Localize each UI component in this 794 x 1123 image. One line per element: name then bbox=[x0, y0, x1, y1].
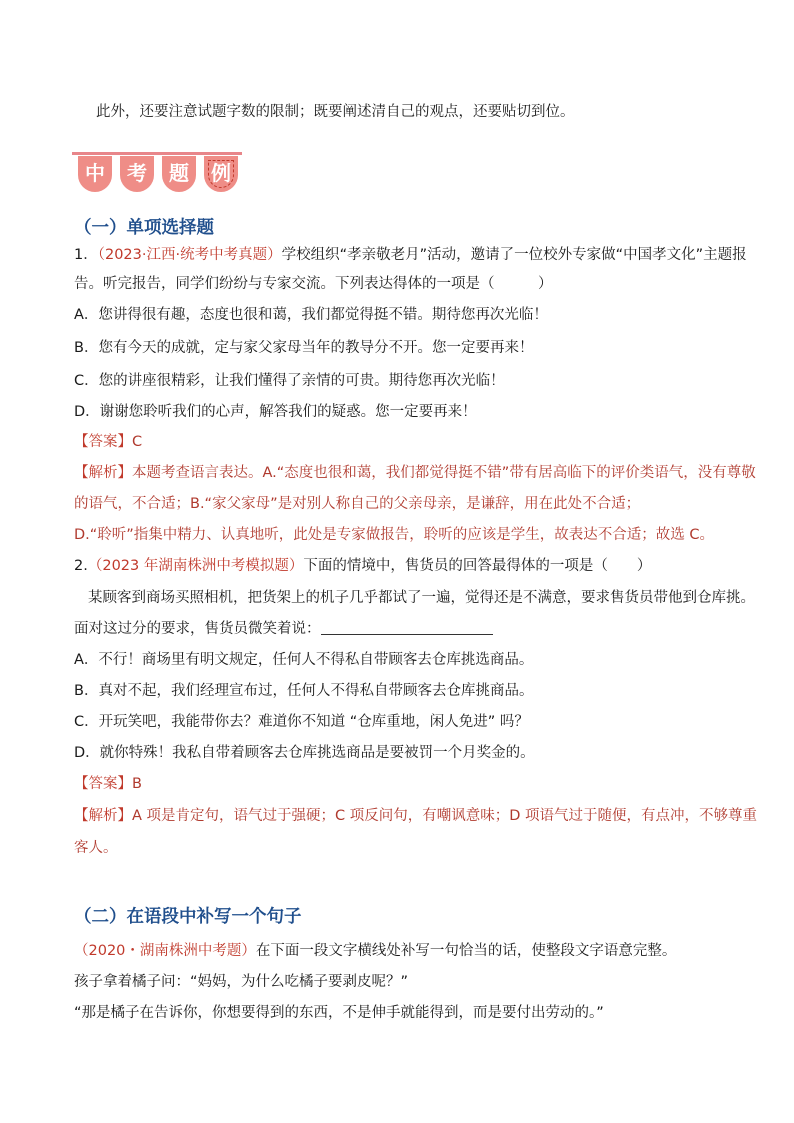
q1-analysis-line-3: D.“聆听”指集中精力、认真地听，此处是专家做报告，聆听的应该是学生，故表达不合适；故选 C。 bbox=[74, 527, 715, 543]
section-title-fill-sentence: （二）在语段中补写一个句子 bbox=[74, 907, 302, 927]
q1-stem-line-2: 告。听完报告，同学们纷纷与专家交流。下列表达得体的一项是（ ） bbox=[74, 276, 553, 292]
q2-scenario-line-2 bbox=[74, 619, 734, 639]
intro-paragraph: 此外，还要注意试题字数的限制；既要阐述清自己的观点，还要贴切到位。 bbox=[96, 104, 575, 120]
q1-analysis-line-2: 的语气，不合适；B.“家父家母”是对别人称自己的父亲母亲，是谦辞，用在此处不合适； bbox=[74, 496, 641, 512]
q2-analysis-line-1 bbox=[74, 806, 758, 826]
q2-option-c: C．开玩笑吧，我能带你去？难道你不知道 “仓库重地，闲人免进” 吗？ bbox=[74, 714, 529, 730]
q1-option-c: C．您的讲座很精彩，让我们懂得了亲情的可贵。期待您再次光临！ bbox=[74, 373, 505, 389]
q1-number: 1． bbox=[74, 247, 98, 263]
q1-analysis-label: 【解析】 bbox=[74, 465, 132, 481]
q1-option-b: B．您有今天的成就，定与家父家母当年的教导分不开。您一定要再来！ bbox=[74, 340, 534, 356]
s2-passage-line-2: “那是橘子在告诉你，你想要得到的东西，不是伸手就能得到，而是要付出劳动的。” bbox=[74, 1005, 604, 1021]
q2-option-a: A．不行！商场里有明文规定，任何人不得私自带顾客去仓库挑选商品。 bbox=[74, 652, 534, 668]
q1-answer-label: 【答案】 bbox=[74, 434, 132, 450]
q2-answer-label: 【答案】 bbox=[74, 776, 132, 792]
q1-stem-a: 学校组织“孝亲敬老月”活动，邀请了一位校外专家做“中国孝文化”主题报 bbox=[281, 247, 747, 263]
s2-stem bbox=[74, 941, 734, 961]
q2-number: 2. bbox=[74, 558, 88, 574]
q2-answer-value: B bbox=[132, 776, 142, 792]
q1-source: （2023·江西·统考中考真题） bbox=[97, 247, 282, 263]
banner-char-4: 例 bbox=[204, 156, 238, 192]
q1-stem-line-1 bbox=[74, 245, 747, 265]
answer-blank-line bbox=[321, 620, 493, 635]
q2-option-d: D．就你特殊！我私自带着顾客去仓库挑选商品是要被罚一个月奖金的。 bbox=[74, 745, 535, 761]
banner-char-3: 题 bbox=[162, 156, 196, 192]
s2-source: （2020・湖南株洲中考题） bbox=[74, 943, 256, 959]
banner-top-bar bbox=[72, 152, 242, 155]
q2-analysis-label: 【解析】 bbox=[74, 808, 132, 824]
q2-scenario-line-1: 某顾客到商场买照相机，把货架上的机子几乎都试了一遍，觉得还是不满意，要求售货员带他到仓库挑。 bbox=[88, 590, 755, 606]
q2-scenario-text: 面对这过分的要求，售货员微笑着说： bbox=[74, 621, 321, 637]
q1-analysis-text-1: 本题考查语言表达。A.“态度也很和蔼，我们都觉得挺不错”带有居高临下的评价类语气，没有尊敬 bbox=[132, 465, 756, 481]
s2-passage-line-1: 孩子拿着橘子问：“妈妈，为什么吃橘子要剥皮呢？” bbox=[74, 974, 409, 990]
q1-analysis-line-1 bbox=[74, 463, 756, 483]
s2-stem-text: 在下面一段文字横线处补写一句恰当的话，使整段文字语意完整。 bbox=[255, 943, 677, 959]
q2-analysis-line-2: 客人。 bbox=[74, 840, 118, 856]
q2-source: （2023 年湖南株洲中考模拟题） bbox=[87, 558, 304, 574]
q1-answer bbox=[74, 432, 734, 452]
q2-stem-text: 下面的情境中，售货员的回答最得体的一项是（ ） bbox=[303, 558, 652, 574]
q2-analysis-text-1: A 项是肯定句，语气过于强硬；C 项反问句，有嘲讽意味；D 项语气过于随便，有点冲，不够尊重 bbox=[132, 808, 758, 824]
banner-char-2: 考 bbox=[120, 156, 154, 192]
banner-char-1: 中 bbox=[78, 156, 112, 192]
section-title-single-choice: （一）单项选择题 bbox=[74, 218, 214, 238]
q2-answer bbox=[74, 774, 734, 794]
q1-option-d: D．谢谢您聆听我们的心声，解答我们的疑惑。您一定要再来！ bbox=[74, 404, 477, 420]
q1-answer-value: C bbox=[132, 434, 143, 450]
q2-stem bbox=[74, 556, 734, 576]
q2-option-b: B．真对不起，我们经理宣布过，任何人不得私自带顾客去仓库挑商品。 bbox=[74, 683, 534, 699]
q1-option-a: A．您讲得很有趣，态度也很和蔼，我们都觉得挺不错。期待您再次光临！ bbox=[74, 307, 548, 323]
